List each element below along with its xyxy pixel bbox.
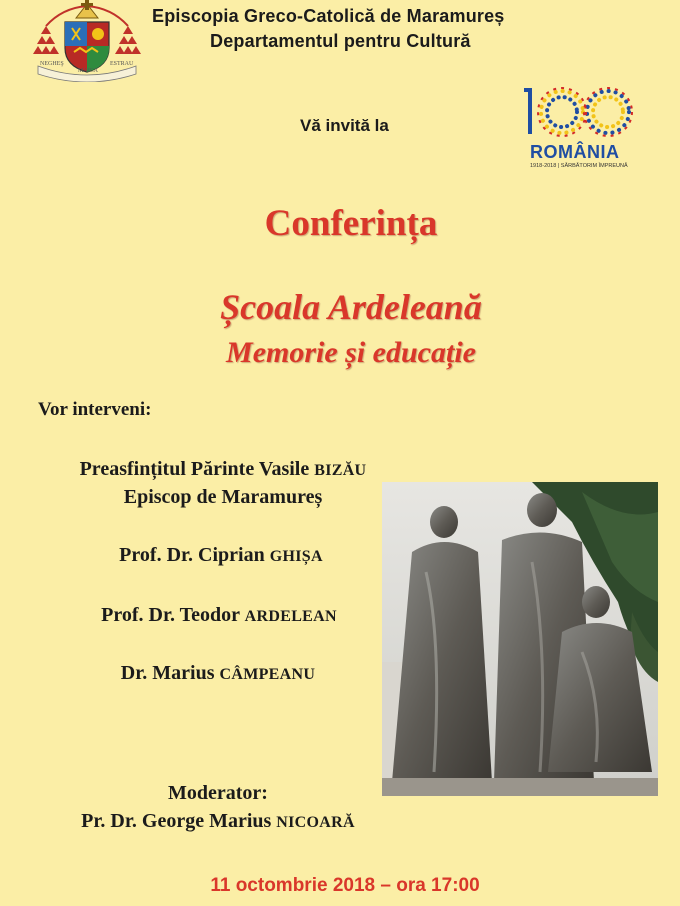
speaker-1-name: Preasfințitul Părinte Vasile BIZĂU — [79, 458, 367, 480]
episcopal-crest — [32, 0, 142, 82]
speaker-1-surname: BIZĂU — [314, 462, 367, 479]
romania-centenary-logo — [522, 82, 644, 174]
crest-motto-bottom: MAICA — [78, 68, 99, 74]
event-subtitle: Memorie și educație — [226, 336, 476, 369]
speaker-2-surname: GHIȘA — [269, 548, 323, 565]
moderator-name: Pr. Dr. George Marius NICOARĂ — [81, 810, 355, 832]
speaker-4-name: Dr. Marius CÂMPEANU — [120, 662, 316, 684]
statue-photo — [382, 482, 658, 796]
event-type: Conferința — [264, 203, 438, 244]
event-date-time: 11 octombrie 2018 – ora 17:00 — [210, 875, 480, 896]
moderator-label: Moderator: — [168, 782, 268, 804]
speaker-4-surname: CÂMPEANU — [219, 666, 316, 683]
speakers-label: Vor interveni: — [38, 399, 152, 420]
speaker-1-role: Episcop de Maramureș — [123, 486, 323, 508]
invitation-text: Vă invită la — [300, 116, 389, 135]
centenary-tagline: 1918-2018 | SĂRBĂTORIM ÎMPREUNĂ — [530, 163, 628, 169]
speaker-2-name: Prof. Dr. Ciprian GHIȘA — [119, 544, 323, 566]
department-name: Departamentul pentru Cultură — [210, 31, 471, 51]
moderator-surname: NICOARĂ — [276, 814, 355, 831]
eparchy-name: Episcopia Greco-Catolică de Maramureș — [152, 6, 505, 26]
crest-motto-right: ESTRAU — [110, 61, 134, 67]
event-title: Școala Ardeleană — [220, 287, 482, 327]
speaker-3-name: Prof. Dr. Teodor ARDELEAN — [101, 604, 337, 626]
crest-motto-left: NEGHEŞ — [40, 61, 64, 67]
speaker-3-surname: ARDELEAN — [244, 608, 337, 625]
centenary-country: ROMÂNIA — [530, 142, 620, 162]
